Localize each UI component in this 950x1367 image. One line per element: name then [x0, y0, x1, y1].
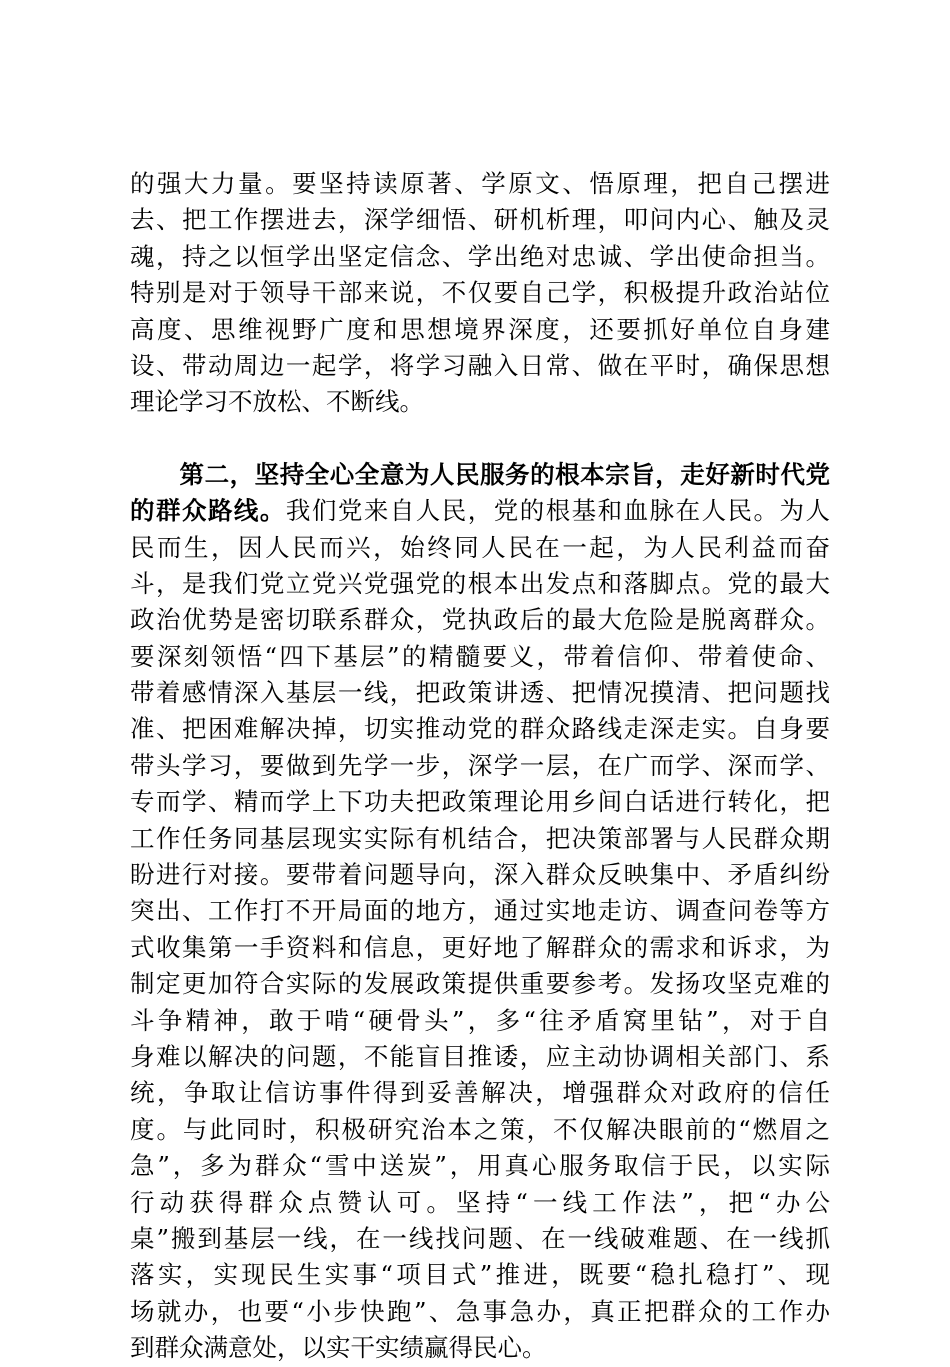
text-line: 带头学习，要做到先学一步，深学一层，在广而学、深而学、	[130, 750, 830, 780]
text-line: 政治优势是密切联系群众，党执政后的最大危险是脱离群众。	[130, 605, 830, 635]
text-line-rest: 我们党来自人民，党的根基和血脉在人民。为人	[285, 496, 831, 526]
text-line: 桌”搬到基层一线，在一线找问题、在一线破难题、在一线抓	[130, 1223, 830, 1253]
paragraph-2	[130, 457, 830, 1367]
text-line: 式收集第一手资料和信息，更好地了解群众的需求和诉求，为	[130, 932, 830, 962]
text-line: 场就办，也要“小步快跑”、急事急办，真正把群众的工作办	[130, 1296, 830, 1326]
text-line: 要深刻领悟“四下基层”的精髓要义，带着信仰、带着使命、	[130, 641, 830, 671]
paragraph-gap	[130, 421, 830, 457]
paragraph-1	[130, 166, 830, 421]
text-line: 理论学习不放松、不断线。	[130, 387, 424, 417]
text-line: 斗争精神，敢于啃“硬骨头”，多“往矛盾窝里钻”，对于自	[130, 1005, 830, 1035]
text-line: 急”，多为群众“雪中送炭”，用真心服务取信于民，以实际	[130, 1151, 830, 1181]
text-line: 设、带动周边一起学，将学习融入日常、做在平时，确保思想	[130, 350, 830, 380]
text-line: 专而学、精而学上下功夫把政策理论用乡间白话进行转化，把	[130, 787, 830, 817]
text-line: 盼进行对接。要带着问题导向，深入群众反映集中、矛盾纠纷	[130, 860, 830, 890]
text-line: 落实，实现民生实事“项目式”推进，既要“稳扎稳打”、现	[130, 1260, 830, 1290]
text-line: 到群众满意处，以实干实绩赢得民心。	[130, 1333, 547, 1363]
text-line: 去、把工作摆进去，深学细悟、研机析理，叩问内心、触及灵	[130, 205, 830, 235]
text-line: 身难以解决的问题，不能盲目推诿，应主动协调相关部门、系	[130, 1041, 830, 1071]
text-line: 带着感情深入基层一线，把政策讲透、把情况摸清、把问题找	[130, 678, 830, 708]
text-line: 制定更加符合实际的发展政策提供重要参考。发扬攻坚克难的	[130, 969, 830, 999]
section-heading-text: 第二，坚持全心全意为人民服务的根本宗旨，走好新时代党	[179, 459, 830, 489]
text-line: 行动获得群众点赞认可。坚持“一线工作法”，把“办公	[130, 1187, 830, 1217]
document-page	[130, 166, 830, 1367]
text-line: 民而生，因人民而兴，始终同人民在一起，为人民利益而奋	[130, 532, 830, 562]
section-heading-end: 的群众路线。	[130, 496, 286, 526]
text-line: 特别是对于领导干部来说，不仅要自己学，积极提升政治站位	[130, 278, 830, 308]
text-line	[130, 493, 830, 529]
text-line: 斗，是我们党立党兴党强党的根本出发点和落脚点。党的最大	[130, 568, 830, 598]
text-line: 魂，持之以恒学出坚定信念、学出绝对忠诚、学出使命担当。	[130, 241, 830, 271]
text-line: 突出、工作打不开局面的地方，通过实地走访、调查问卷等方	[130, 896, 830, 926]
text-line: 工作任务同基层现实实际有机结合，把决策部署与人民群众期	[130, 823, 830, 853]
text-line: 准、把困难解决掉，切实推动党的群众路线走深走实。自身要	[130, 714, 830, 744]
section-heading	[130, 457, 830, 493]
text-line: 度。与此同时，积极研究治本之策，不仅解决眼前的“燃眉之	[130, 1114, 830, 1144]
text-line: 的强大力量。要坚持读原著、学原文、悟原理，把自己摆进	[130, 169, 830, 198]
text-line: 统，争取让信访事件得到妥善解决，增强群众对政府的信任	[130, 1078, 830, 1108]
text-line: 高度、思维视野广度和思想境界深度，还要抓好单位自身建	[130, 314, 830, 344]
